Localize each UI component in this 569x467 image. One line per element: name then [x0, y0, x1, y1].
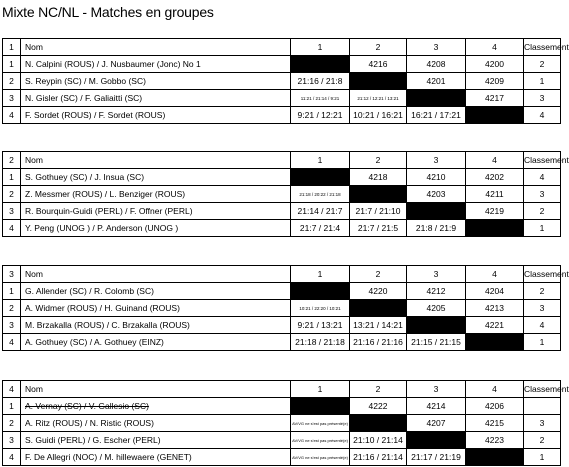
player-pair-name: M. Brzakalla (ROUS) / C. Brzakalla (ROUS) — [21, 317, 291, 334]
player-pair-name: Z. Messmer (ROUS) / L. Benziger (ROUS) — [21, 186, 291, 203]
name-column-header: Nom — [21, 266, 291, 283]
self-match-cell — [466, 107, 524, 124]
ranking-value: 1 — [524, 334, 561, 351]
name-column-header: Nom — [21, 39, 291, 56]
column-header-1: 1 — [291, 39, 350, 56]
column-header-4: 4 — [466, 381, 524, 398]
group-header-row — [3, 152, 561, 169]
player-pair-name: N. Calpini (ROUS) / J. Nusbaumer (Jonc) No 1 — [21, 56, 291, 73]
column-header-3: 3 — [407, 39, 466, 56]
row-index: 4 — [3, 220, 21, 237]
player-pair-name: F. Sordet (ROUS) / F. Sordet (ROUS) — [21, 107, 291, 124]
table-row — [3, 415, 561, 432]
row-index: 2 — [3, 300, 21, 317]
match-cell: 4223 — [466, 432, 524, 449]
group-number: 2 — [3, 152, 21, 169]
column-header-1: 1 — [291, 266, 350, 283]
match-cell: 9:21 / 12:21 — [291, 107, 350, 124]
group-table-1 — [2, 38, 569, 124]
match-cell: 4205 — [407, 300, 466, 317]
match-cell: 21:18 / 20:22 / 21:18 — [291, 186, 350, 203]
player-pair-name: A. Ritz (ROUS) / N. Ristic (ROUS) — [21, 415, 291, 432]
column-header-3: 3 — [407, 266, 466, 283]
group-table-4 — [2, 380, 569, 466]
group-number: 4 — [3, 381, 21, 398]
self-match-cell — [291, 56, 350, 73]
player-pair-name: R. Bourquin-Guidi (PERL) / F. Offner (PERL) — [21, 203, 291, 220]
self-match-cell — [407, 90, 466, 107]
self-match-cell — [291, 398, 350, 415]
name-column-header: Nom — [21, 152, 291, 169]
table-row — [3, 334, 561, 351]
match-cell: 16:21 / 17:21 — [407, 107, 466, 124]
match-cell: 4204 — [466, 283, 524, 300]
column-header-2: 2 — [350, 152, 407, 169]
column-header-2: 2 — [350, 266, 407, 283]
row-index: 1 — [3, 169, 21, 186]
column-header-4: 4 — [466, 152, 524, 169]
match-cell: 21:15 / 21:15 — [407, 334, 466, 351]
self-match-cell — [466, 449, 524, 466]
ranking-value: 2 — [524, 56, 561, 73]
table-row — [3, 90, 561, 107]
match-cell: 21:7 / 21:10 — [350, 203, 407, 220]
self-match-cell — [291, 283, 350, 300]
match-cell: 4215 — [466, 415, 524, 432]
table-row — [3, 73, 561, 90]
player-pair-name: N. Gisler (SC) / F. Galiaitti (SC) — [21, 90, 291, 107]
ranking-value: 2 — [524, 432, 561, 449]
self-match-cell — [407, 203, 466, 220]
row-index: 3 — [3, 432, 21, 449]
match-cell: AV/VG ne s'est pas présenté(e) — [291, 449, 350, 466]
match-cell: 4206 — [466, 398, 524, 415]
player-pair-name: A. Widmer (ROUS) / H. Guinand (ROUS) — [21, 300, 291, 317]
row-index: 3 — [3, 90, 21, 107]
ranking-column-header: Classement — [524, 266, 561, 283]
match-cell: 21:14 / 21:7 — [291, 203, 350, 220]
table-row — [3, 398, 561, 415]
match-cell: 4219 — [466, 203, 524, 220]
match-cell: 4214 — [407, 398, 466, 415]
match-cell: 4202 — [466, 169, 524, 186]
row-index: 2 — [3, 415, 21, 432]
ranking-value — [524, 398, 561, 415]
column-header-1: 1 — [291, 381, 350, 398]
ranking-value: 4 — [524, 317, 561, 334]
match-cell: 21:7 / 21:5 — [350, 220, 407, 237]
self-match-cell — [407, 432, 466, 449]
match-cell: 13:21 / 14:21 — [350, 317, 407, 334]
self-match-cell — [350, 186, 407, 203]
self-match-cell — [466, 220, 524, 237]
self-match-cell — [466, 334, 524, 351]
match-cell: 4213 — [466, 300, 524, 317]
table-row — [3, 300, 561, 317]
ranking-value: 3 — [524, 300, 561, 317]
match-cell: 10:21 / 16:21 — [350, 107, 407, 124]
match-cell: 11:21 / 21:14 / 9:21 — [291, 90, 350, 107]
ranking-value: 2 — [524, 283, 561, 300]
match-cell: 4218 — [350, 169, 407, 186]
ranking-value: 4 — [524, 169, 561, 186]
match-cell: 21:16 / 21:8 — [291, 73, 350, 90]
table-row — [3, 56, 561, 73]
row-index: 2 — [3, 186, 21, 203]
group-header-row — [3, 266, 561, 283]
player-pair-name: S. Reypin (SC) / M. Gobbo (SC) — [21, 73, 291, 90]
row-index: 4 — [3, 334, 21, 351]
row-index: 2 — [3, 73, 21, 90]
match-cell: AV/VG ne s'est pas présenté(e) — [291, 415, 350, 432]
column-header-1: 1 — [291, 152, 350, 169]
ranking-value: 3 — [524, 415, 561, 432]
row-index: 4 — [3, 449, 21, 466]
match-cell: 4208 — [407, 56, 466, 73]
table-row — [3, 317, 561, 334]
match-cell: 4209 — [466, 73, 524, 90]
ranking-column-header: Classement — [524, 381, 561, 398]
column-header-3: 3 — [407, 152, 466, 169]
name-column-header: Nom — [21, 381, 291, 398]
table-row — [3, 283, 561, 300]
match-cell: 21:18 / 21:18 — [291, 334, 350, 351]
match-cell: 10:21 / 22:20 / 10:21 — [291, 300, 350, 317]
ranking-value: 3 — [524, 186, 561, 203]
player-pair-name: G. Allender (SC) / R. Colomb (SC) — [21, 283, 291, 300]
column-header-2: 2 — [350, 381, 407, 398]
self-match-cell — [350, 415, 407, 432]
match-cell: 4211 — [466, 186, 524, 203]
match-cell: 4203 — [407, 186, 466, 203]
group-header-row — [3, 381, 561, 398]
row-index: 1 — [3, 56, 21, 73]
match-cell: 4221 — [466, 317, 524, 334]
player-pair-name: S. Gothuey (SC) / J. Insua (SC) — [21, 169, 291, 186]
ranking-column-header: Classement — [524, 39, 561, 56]
match-cell: 4207 — [407, 415, 466, 432]
page-title: Mixte NC/NL - Matches en groupes — [2, 4, 214, 20]
ranking-column-header: Classement — [524, 152, 561, 169]
match-cell: 4220 — [350, 283, 407, 300]
match-cell: 21:10 / 21:14 — [350, 432, 407, 449]
match-cell: 4200 — [466, 56, 524, 73]
match-cell: 21:8 / 21:9 — [407, 220, 466, 237]
match-cell: 21:12 / 12:21 / 13:21 — [350, 90, 407, 107]
self-match-cell — [350, 300, 407, 317]
player-pair-name: A. Gothuey (SC) / A. Gothuey (EINZ) — [21, 334, 291, 351]
table-row — [3, 432, 561, 449]
player-pair-name: Y. Peng (UNOG ) / P. Anderson (UNOG ) — [21, 220, 291, 237]
ranking-value: 1 — [524, 73, 561, 90]
table-row — [3, 186, 561, 203]
player-pair-name: A. Vernay (SC) / V. Gallesio (SC) — [21, 398, 291, 415]
ranking-value: 1 — [524, 220, 561, 237]
row-index: 4 — [3, 107, 21, 124]
table-row — [3, 169, 561, 186]
match-cell: AV/VG ne s'est pas présenté(e) — [291, 432, 350, 449]
match-cell: 21:7 / 21:4 — [291, 220, 350, 237]
row-index: 1 — [3, 283, 21, 300]
match-cell: 21:17 / 21:19 — [407, 449, 466, 466]
match-cell: 4201 — [407, 73, 466, 90]
self-match-cell — [291, 169, 350, 186]
match-cell: 4210 — [407, 169, 466, 186]
group-table-2 — [2, 151, 569, 237]
group-number: 1 — [3, 39, 21, 56]
match-cell: 4217 — [466, 90, 524, 107]
group-header-row — [3, 39, 561, 56]
ranking-value: 3 — [524, 90, 561, 107]
match-cell: 9:21 / 13:21 — [291, 317, 350, 334]
column-header-4: 4 — [466, 266, 524, 283]
self-match-cell — [407, 317, 466, 334]
table-row — [3, 107, 561, 124]
row-index: 3 — [3, 317, 21, 334]
match-cell: 4212 — [407, 283, 466, 300]
player-pair-name: F. De Allegri (NOC) / M. hillewaere (GENET) — [21, 449, 291, 466]
self-match-cell — [350, 73, 407, 90]
column-header-2: 2 — [350, 39, 407, 56]
player-pair-name: S. Guidi (PERL) / G. Escher (PERL) — [21, 432, 291, 449]
match-cell: 4216 — [350, 56, 407, 73]
ranking-value: 2 — [524, 203, 561, 220]
row-index: 1 — [3, 398, 21, 415]
table-row — [3, 220, 561, 237]
column-header-4: 4 — [466, 39, 524, 56]
match-cell: 21:16 / 21:14 — [350, 449, 407, 466]
group-table-3 — [2, 265, 569, 351]
ranking-value: 1 — [524, 449, 561, 466]
column-header-3: 3 — [407, 381, 466, 398]
ranking-value: 4 — [524, 107, 561, 124]
match-cell: 4222 — [350, 398, 407, 415]
table-row — [3, 449, 561, 466]
group-number: 3 — [3, 266, 21, 283]
row-index: 3 — [3, 203, 21, 220]
match-cell: 21:16 / 21:16 — [350, 334, 407, 351]
table-row — [3, 203, 561, 220]
